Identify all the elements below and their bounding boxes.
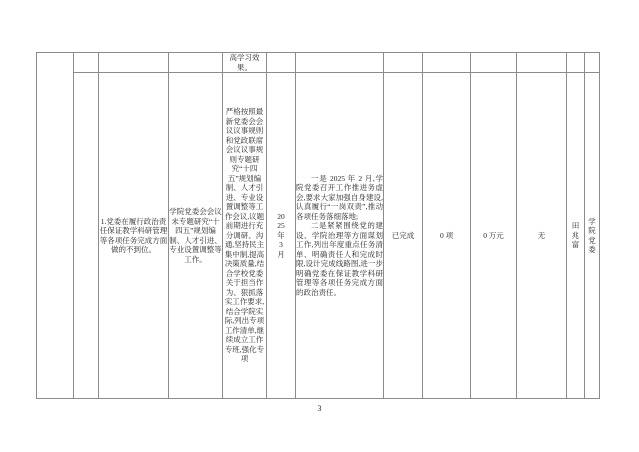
table-row-main (37, 73, 600, 399)
unit-name-text: 学院党委 (588, 216, 596, 254)
cell-category (74, 73, 99, 399)
cell-status: 已完成 (384, 73, 423, 399)
cell-funds-tail (471, 53, 517, 73)
cell-category-tail (74, 53, 99, 73)
cell-remark-tail (517, 53, 567, 73)
cell-count: 0 项 (423, 73, 471, 399)
cell-progress-tail (296, 53, 384, 73)
cell-unit-tail (585, 53, 600, 73)
cell-progress (296, 73, 384, 399)
page-number: 3 (317, 404, 322, 413)
cell-problem: 1.党委在履行政治责任保证教学科研管理等各项任务完成方面做的不到位。 (99, 73, 169, 399)
cell-unit (585, 73, 600, 399)
cell-problem-tail (99, 53, 169, 73)
rectification-table (36, 52, 600, 399)
cell-remark: 无 (517, 73, 567, 399)
progress-paragraph-1: 一是 2025 年 2 月,学院党委召开工作推进务虚会,要求大家加强自身建设,认真履行“一岗双责”,推动各项任务落细落地; (296, 173, 383, 221)
cell-count-tail (423, 53, 471, 73)
cell-status-tail (384, 53, 423, 73)
cell-deadline (267, 73, 296, 399)
person-name-text: 田兆富 (571, 221, 580, 250)
cell-manifestation-tail (169, 53, 223, 73)
cell-measure-tail: 高学习效果。 (223, 53, 267, 73)
cell-person (567, 73, 585, 399)
cell-serial (37, 53, 74, 399)
deadline-text: 2025年3月 (277, 211, 285, 259)
progress-paragraph-2: 二是紧紧围绕党的建设、学院治理等方面谋划工作,列出年度重点任务清单、明确责任人和完成时限,设计完成线路图,进一步明确党委在保证教学科研管理等各项任务完成方面的政治责任。 (296, 221, 383, 297)
cell-deadline-tail (267, 53, 296, 73)
table-row-continuation (37, 53, 600, 73)
cell-manifestation: 学院党委会会议未专题研究“十四五”规划编制、人才引进、专业设置调整等工作。 (169, 73, 223, 399)
cell-funds: 0 万元 (471, 73, 517, 399)
cell-person-tail (567, 53, 585, 73)
cell-measure: 严格按照最新党委会会议议事规则和党政联席会议议事规则专题研究“十四五”规划编制、人才引进、专业设置调整等工作会议,议题前期进行充分调研、沟通,坚持民主集中制,提高决策质量,结合学校党委关于担当作为、狠抓落实工作要求,结合学院实际,列出专项工作清单,继续成立工作专班,强化专项 (223, 73, 267, 399)
